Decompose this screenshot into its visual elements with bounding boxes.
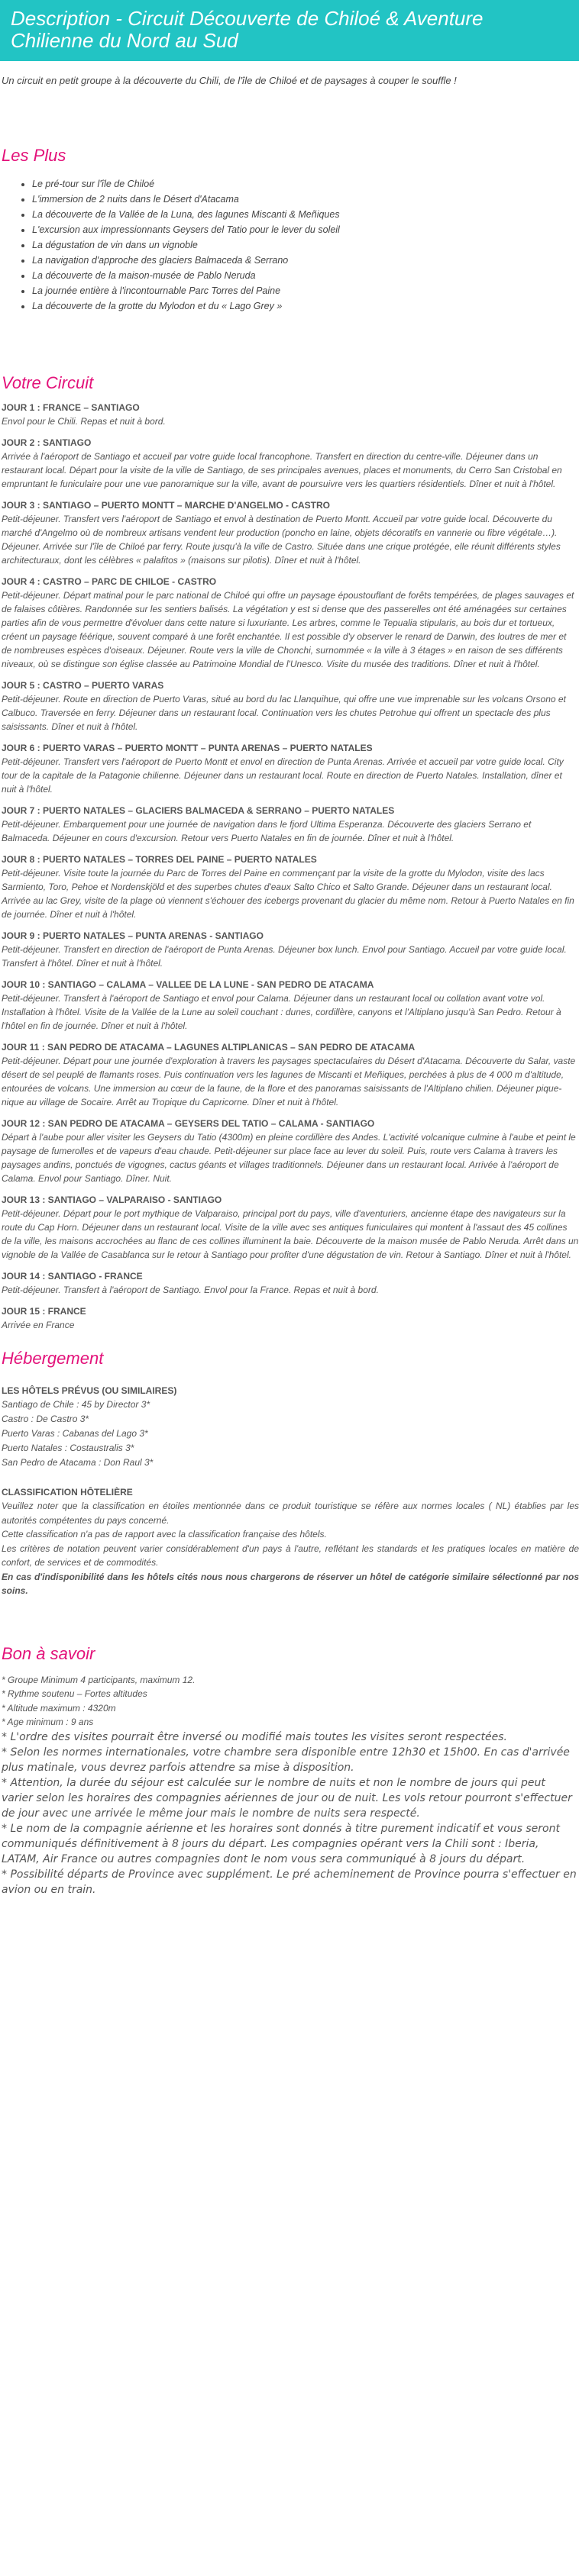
circuit-day bbox=[2, 741, 579, 796]
bon-savoir-item: * Rythme soutenu – Fortes altitudes bbox=[2, 1688, 147, 1699]
circuit-day bbox=[2, 1269, 579, 1297]
les-plus-item: • La découverte de la maison-musée de Pablo Neruda bbox=[32, 268, 579, 283]
day-title: JOUR 15 : FRANCE bbox=[2, 1306, 86, 1317]
day-description: Petit-déjeuner. Transfert vers l'aéroport de Santiago et envol à destination de Puerto Montt. Accueil par votre guide local. Découverte du marché d'Angelmo où de nombreux artisans vendent leur production (poncho en laine, objets décoratifs en vannerie ou fibre végétale…). Déjeuner. Arrivée sur l'île de Chiloé par ferry. Route jusqu'à la ville de Castro. Située dans une crique protégée, elle réunit différents styles architecturaux, dont les célèbres « palafitos » (maisons sur pilotis). Dîner et nuit à l'hôtel. bbox=[2, 514, 561, 566]
day-title: JOUR 9 : PUERTO NATALES – PUNTA ARENAS - SANTIAGO bbox=[2, 930, 264, 941]
bon-savoir-note: * Possibilité départs de Province avec supplément. Le pré acheminement de Province pourra s'effectuer en avion ou en train. bbox=[2, 1868, 577, 1896]
day-description: Petit-déjeuner. Visite toute la journée du Parc de Torres del Paine en commençant par la visite de la grotte du Mylodon, visite des lacs Sarmiento, Toro, Pehoe et Nordenskjöld et des superbes chutes d'eaux Salto Chico et Salto Grande. Déjeuner dans un restaurant local. Arrivée au lac Grey, visite de la plage où viennent s'échouer des icebergs provenant du glacier du même nom. Retour à Puerto Natales en fin de journée. Dîner et nuit à l'hôtel. bbox=[2, 868, 574, 920]
day-title: JOUR 12 : SAN PEDRO DE ATACAMA – GEYSERS DEL TATIO – CALAMA - SANTIAGO bbox=[2, 1118, 375, 1129]
day-description: Petit-déjeuner. Départ matinal pour le parc national de Chiloé qui offre un paysage époustouflant de forêts tempérées, de plages sauvages et de falaises côtières. Randonnée sur les sentiers balisés. La végétation y est si dense que des passerelles ont été aménagées sur certaines parties afin de vous permettre d'évoluer dans cette nature si luxuriante. Les arbres, comme le Tepualia stipularis, au bois dur et tortueux, créent un paysage féérique, souvent comparé à une forêt enchantée. Il est possible d'y observer le renard de Darwin, des loutres de mer et de nombreuses espèces d'oiseaux. Déjeuner. Route vers la ville de Chonchi, surnommée « la ville à 3 étages » en raison de ses différents niveaux, où se distingue son église classée au Patrimoine Mondial de l'Unesco. Visite du musée des traditions. Dîner et nuit à l'hôtel. bbox=[2, 590, 574, 669]
hotel-item: San Pedro de Atacama : Don Raul 3* bbox=[2, 1457, 154, 1468]
bon-savoir-item: * Age minimum : 9 ans bbox=[2, 1717, 94, 1727]
classification-line: Cette classification n'a pas de rapport avec la classification française des hôtels. bbox=[2, 1529, 327, 1539]
day-description: Petit-déjeuner. Transfert en direction de l'aéroport de Punta Arenas. Déjeuner box lunch. Envol pour Santiago. Accueil par votre guide local. Transfert à l'hôtel. Dîner et nuit à l'hôtel. bbox=[2, 944, 567, 969]
classification-text bbox=[2, 1499, 579, 1570]
bon-savoir-note: * Attention, la durée du séjour est calculée sur le nombre de nuits et non le nombre de jours qui peut varier selon les horaires des compagnies aériennes de jour ou de nuit. Les vols retour pourront s'effectuer de jour avec une arrivée le même jour mais le nombre de nuits sera respecté. bbox=[2, 1776, 572, 1820]
les-plus-item: • L'immersion de 2 nuits dans le Désert d'Atacama bbox=[32, 192, 579, 207]
les-plus-title: Les Plus bbox=[2, 146, 66, 165]
page-title: Description - Circuit Découverte de Chiloé & Aventure Chilienne du Nord au Sud bbox=[0, 0, 579, 61]
day-description: Petit-déjeuner. Transfert à l'aéroport de Santiago. Envol pour la France. Repas et nuit à bord. bbox=[2, 1285, 379, 1295]
classification-note: En cas d'indisponibilité dans les hôtels cités nous nous chargerons de réserver un hôtel de catégorie similaire sélectionné par nos soins. bbox=[2, 1571, 579, 1596]
bon-savoir-item: * Altitude maximum : 4320m bbox=[2, 1702, 116, 1714]
bon-savoir-section bbox=[2, 1644, 579, 1897]
hotels-list bbox=[2, 1398, 579, 1470]
circuit-title: Votre Circuit bbox=[2, 373, 94, 392]
bon-savoir-note: * Selon les normes internationales, votre chambre sera disponible entre 12h30 et 15h00. En cas d'arrivée plus matinale, vous devrez parfois attendre sa mise à disposition. bbox=[2, 1746, 570, 1774]
circuit-day bbox=[2, 804, 579, 845]
les-plus-item: • L'excursion aux impressionnants Geysers del Tatio pour le lever du soleil bbox=[32, 222, 579, 237]
day-title: JOUR 4 : CASTRO – PARC DE CHILOE - CASTRO bbox=[2, 576, 217, 587]
intro-text: Un circuit en petit groupe à la découverte du Chili, de l'île de Chiloé et de paysages à couper le souffle ! bbox=[2, 75, 457, 86]
les-plus-item: • La dégustation de vin dans un vignoble bbox=[32, 237, 579, 253]
les-plus-item: • La découverte de la Vallée de la Luna, des lagunes Miscanti & Meñiques bbox=[32, 207, 579, 222]
les-plus-item: • La découverte de la grotte du Mylodon et du « Lago Grey » bbox=[32, 298, 579, 314]
day-title: JOUR 7 : PUERTO NATALES – GLACIERS BALMACEDA & SERRANO – PUERTO NATALES bbox=[2, 805, 395, 816]
day-description: Envol pour le Chili. Repas et nuit à bord. bbox=[2, 416, 166, 427]
circuit-section bbox=[2, 373, 579, 1332]
circuit-days bbox=[2, 401, 579, 1332]
hotel-item: Castro : De Castro 3* bbox=[2, 1414, 89, 1424]
circuit-day bbox=[2, 436, 579, 491]
day-description: Départ à l'aube pour aller visiter les Geysers du Tatio (4300m) en pleine cordillère des Andes. L'activité volcanique culmine à l'aube et peint le paysage de fumerolles et de vapeurs d'eau chaude. Petit-déjeuner sur place face au lever du soleil. Puis, route vers Calama à travers les paysages andins, ponctués de vigognes, cactus géants et villages traditionnels. Déjeuner dans un restaurant local. Arrivée à l'aéroport de Calama. Envol pour Santiago. Dîner. Nuit. bbox=[2, 1132, 576, 1184]
bon-savoir-small-list bbox=[2, 1673, 579, 1730]
hotel-item: Santiago de Chile : 45 by Director 3* bbox=[2, 1399, 150, 1410]
day-title: JOUR 8 : PUERTO NATALES – TORRES DEL PAINE – PUERTO NATALES bbox=[2, 854, 317, 865]
hebergement-title: Hébergement bbox=[2, 1349, 104, 1368]
day-title: JOUR 10 : SANTIAGO – CALAMA – VALLEE DE LA LUNE - SAN PEDRO DE ATACAMA bbox=[2, 979, 374, 990]
day-description: Arrivée à l'aéroport de Santiago et accueil par votre guide local francophone. Transfert en direction du centre-ville. Déjeuner dans un restaurant local. Départ pour la visite de la ville de Santiago, de ses principales avenues, places et monuments, du Cerro San Cristobal en empruntant le funiculaire pour une vue panoramique sur la ville, avant de poursuivre vers les quartiers résidentiels. Dîner et nuit à l'hôtel. bbox=[2, 451, 562, 489]
day-description: Petit-déjeuner. Départ pour une journée d'exploration à travers les paysages spectaculaires du Désert d'Atacama. Découverte du Salar, vaste désert de sel peuplé de flamants roses. Puis continuation vers les lagunes de Miscanti et Meñiques, perchées à plus de 4 000 m d'altitude, entourées de volcans. Une immersion au cœur de la faune, de la flore et des panoramas saisissants de l'Altiplano chilien. Déjeuner pique-nique au village de Socaire. Arrêt au Tropique du Capricorne. Dîner et nuit à l'hôtel. bbox=[2, 1056, 576, 1107]
bon-savoir-notes bbox=[2, 1730, 579, 1897]
bon-savoir-item: * Groupe Minimum 4 participants, maximum 12. bbox=[2, 1674, 196, 1685]
day-title: JOUR 6 : PUERTO VARAS – PUERTO MONTT – PUNTA ARENAS – PUERTO NATALES bbox=[2, 743, 373, 753]
day-title: JOUR 2 : SANTIAGO bbox=[2, 437, 92, 448]
circuit-day bbox=[2, 1304, 579, 1332]
day-title: JOUR 13 : SANTIAGO – VALPARAISO - SANTIAGO bbox=[2, 1195, 222, 1205]
bon-savoir-note: * Le nom de la compagnie aérienne et les horaires sont donnés à titre purement indicatif et vous seront communiqués définitivement à 8 jours du départ. Les compagnies opérant vers la Chili sont : Iberia, LATAM, Air France ou autres compagnies dont le nom vous sera communiqué à 8 jours du départ. bbox=[2, 1822, 560, 1865]
circuit-day bbox=[2, 929, 579, 970]
circuit-day bbox=[2, 1040, 579, 1109]
day-title: JOUR 3 : SANTIAGO – PUERTO MONTT – MARCHE D'ANGELMO - CASTRO bbox=[2, 500, 330, 511]
classification-line: Veuillez noter que la classification en étoiles mentionnée dans ce produit touristique se réfère aux normes locales ( NL) établies par les autorités compétentes du pays concerné. bbox=[2, 1501, 579, 1526]
circuit-day bbox=[2, 1193, 579, 1262]
hotel-item: Puerto Varas : Cabanas del Lago 3* bbox=[2, 1428, 148, 1439]
bon-savoir-note: * L'ordre des visites pourrait être inversé ou modifié mais toutes les visites seront respectées. bbox=[2, 1730, 507, 1743]
circuit-day bbox=[2, 853, 579, 921]
day-description: Petit-déjeuner. Transfert à l'aéroport de Santiago et envol pour Calama. Déjeuner dans un restaurant local ou collation avant votre vol. Installation à l'hôtel. Visite de la Vallée de la Lune au soleil couchant : dunes, cordillère, canyons et l'Altiplano jusqu'à San Pedro. Retour à l'hôtel en fin de journée. Dîner et nuit à l'hôtel. bbox=[2, 993, 561, 1031]
day-description: Petit-déjeuner. Route en direction de Puerto Varas, situé au bord du lac Llanquihue, qui offre une vue imprenable sur les volcans Orsono et Calbuco. Traversée en ferry. Déjeuner dans un restaurant local. Continuation vers les chutes Petrohue qui offrent un spectacle des plus saisissants. Dîner et nuit à l'hôtel. bbox=[2, 694, 566, 732]
les-plus-section bbox=[2, 146, 579, 314]
circuit-day bbox=[2, 679, 579, 733]
les-plus-item: • La navigation d'approche des glaciers Balmaceda & Serrano bbox=[32, 253, 579, 268]
bon-savoir-title: Bon à savoir bbox=[2, 1643, 95, 1663]
day-description: Petit-déjeuner. Transfert vers l'aéroport de Puerto Montt et envol en direction de Punta Arenas. Arrivée et accueil par votre guide local. City tour de la capitale de la Patagonie chilienne. Déjeuner dans un restaurant local. Route en direction de Puerto Natales. Installation, dîner et nuit à l'hôtel. bbox=[2, 756, 564, 795]
day-description: Arrivée en France bbox=[2, 1320, 75, 1330]
les-plus-item: • La journée entière à l'incontournable Parc Torres del Paine bbox=[32, 283, 579, 298]
day-title: JOUR 1 : FRANCE – SANTIAGO bbox=[2, 402, 140, 413]
les-plus-item: • Le pré-tour sur l'île de Chiloé bbox=[32, 176, 579, 192]
day-title: JOUR 14 : SANTIAGO - FRANCE bbox=[2, 1271, 143, 1282]
circuit-day bbox=[2, 1117, 579, 1185]
hebergement-section bbox=[2, 1349, 579, 1598]
hotels-heading: LES HÔTELS PRÉVUS (OU SIMILAIRES) bbox=[2, 1385, 177, 1396]
classification-line: Les critères de notation peuvent varier considérablement d'un pays à l'autre, reflétant les standards et les pratiques locales en matière de confort, de services et de commodités. bbox=[2, 1543, 579, 1568]
circuit-day bbox=[2, 978, 579, 1033]
hotel-item: Puerto Natales : Costaustralis 3* bbox=[2, 1443, 134, 1453]
circuit-day bbox=[2, 575, 579, 671]
les-plus-list bbox=[2, 176, 579, 314]
circuit-day bbox=[2, 498, 579, 567]
day-title: JOUR 5 : CASTRO – PUERTO VARAS bbox=[2, 680, 164, 691]
day-description: Petit-déjeuner. Départ pour le port mythique de Valparaiso, principal port du pays, ville d'aventuriers, ancienne étape des navigateurs sur la route du Cap Horn. Déjeuner dans un restaurant local. Visite de la ville avec ses antiques funiculaires qui montent à l'assaut des 45 collines de la ville, les maisons accrochées au flanc de ces collines illuminent la baie. Découverte de la maison musée de Pablo Neruda. Arrêt dans un vignoble de la Vallée de Casablanca sur le retour à Santiago pour profiter d'une dégustation de vin. Retour à Santiago. Dîner et nuit à l'hôtel. bbox=[2, 1208, 579, 1260]
day-title: JOUR 11 : SAN PEDRO DE ATACAMA – LAGUNES ALTIPLANICAS – SAN PEDRO DE ATACAMA bbox=[2, 1042, 416, 1053]
day-description: Petit-déjeuner. Embarquement pour une journée de navigation dans le fjord Ultima Esperanza. Découverte des glaciers Serrano et Balmaceda. Déjeuner en cours d'excursion. Retour vers Puerto Natales en fin de journée. Dîner et nuit à l'hôtel. bbox=[2, 819, 532, 843]
classification-heading: CLASSIFICATION HÔTELIÈRE bbox=[2, 1487, 133, 1498]
circuit-day bbox=[2, 401, 579, 428]
